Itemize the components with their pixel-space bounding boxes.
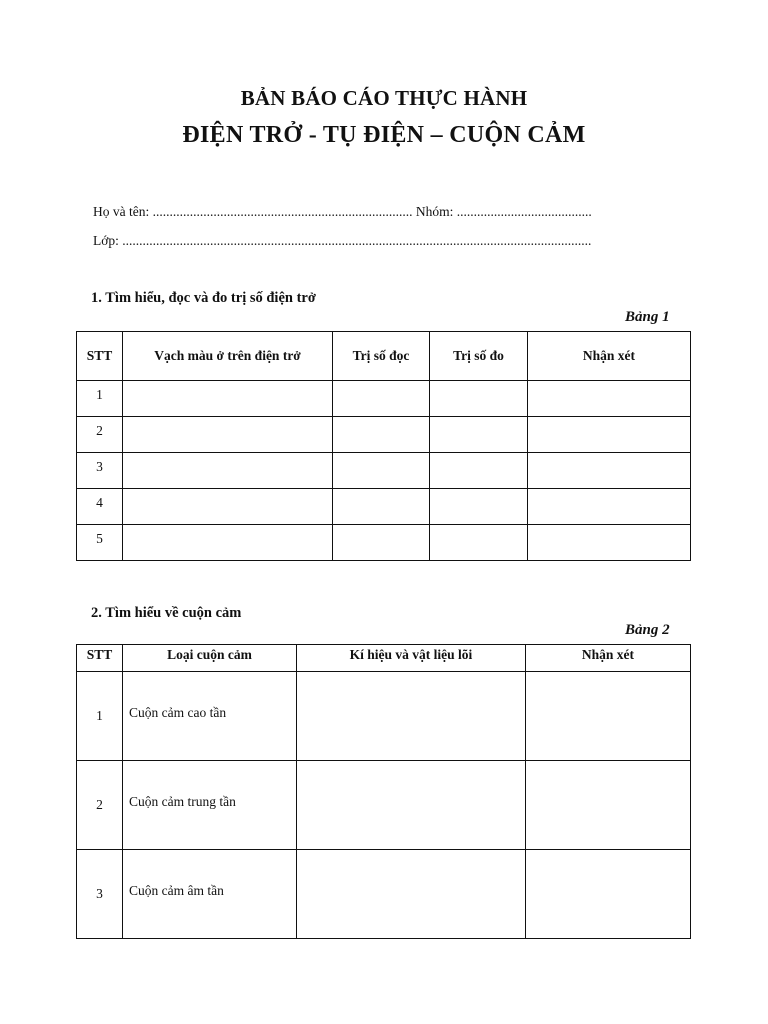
remarks-cell [528,489,691,525]
row-number: 4 [77,489,123,525]
table-header-row [77,332,691,381]
row-number: 2 [77,761,123,850]
section2-heading: 2. Tìm hiểu về cuộn cảm [91,605,242,621]
report-subtitle: ĐIỆN TRỞ - TỤ ĐIỆN – CUỘN CẢM [182,122,586,148]
col-read-value: Trị số đọc [333,332,430,381]
inductor-table [76,644,691,939]
color-bands-cell [123,489,333,525]
symbol-core-cell [297,761,526,850]
measured-value-cell [430,417,528,453]
color-bands-cell [123,525,333,561]
measured-value-cell [430,489,528,525]
symbol-core-cell [297,672,526,761]
table-row [77,761,691,850]
table-header-row [77,645,691,672]
table-row [77,453,691,489]
measured-value-cell [430,453,528,489]
table-row [77,525,691,561]
measured-value-cell [430,525,528,561]
table-row [77,489,691,525]
col-inductor-type: Loại cuộn cảm [123,645,297,672]
row-number: 3 [77,850,123,939]
table2-label: Bảng 2 [625,622,670,638]
col-symbol-core: Kí hiệu và vật liệu lõi [297,645,526,672]
row-number: 1 [77,672,123,761]
color-bands-cell [123,453,333,489]
table-row [77,672,691,761]
row-number: 2 [77,417,123,453]
table-row [77,850,691,939]
table-row [77,417,691,453]
read-value-cell [333,489,430,525]
col-measured-value: Trị số đo [430,332,528,381]
name-group-field: Họ và tên: ............................................................................. Nhóm: ........................................ [93,204,592,219]
resistor-table [76,331,691,561]
col-remarks: Nhận xét [526,645,691,672]
report-title: BẢN BÁO CÁO THỰC HÀNH [240,86,528,110]
read-value-cell [333,417,430,453]
col-color-bands: Vạch màu ở trên điện trở [123,332,333,381]
read-value-cell [333,453,430,489]
row-number: 5 [77,525,123,561]
row-number: 3 [77,453,123,489]
class-field: Lớp: ........................................................................................................................................... [93,233,592,248]
section1-heading: 1. Tìm hiểu, đọc và đo trị số điện trở [91,290,316,306]
inductor-type-cell: Cuộn cảm âm tần [123,850,297,939]
col-stt: STT [77,645,123,672]
remarks-cell [526,672,691,761]
color-bands-cell [123,381,333,417]
inductor-type-cell: Cuộn cảm trung tần [123,761,297,850]
table1-label: Bảng 1 [625,309,670,325]
color-bands-cell [123,417,333,453]
measured-value-cell [430,381,528,417]
inductor-type-cell: Cuộn cảm cao tần [123,672,297,761]
remarks-cell [528,381,691,417]
read-value-cell [333,381,430,417]
col-stt: STT [77,332,123,381]
read-value-cell [333,525,430,561]
remarks-cell [528,525,691,561]
remarks-cell [528,453,691,489]
remarks-cell [526,761,691,850]
table-row [77,381,691,417]
symbol-core-cell [297,850,526,939]
remarks-cell [526,850,691,939]
col-remarks: Nhận xét [528,332,691,381]
remarks-cell [528,417,691,453]
row-number: 1 [77,381,123,417]
